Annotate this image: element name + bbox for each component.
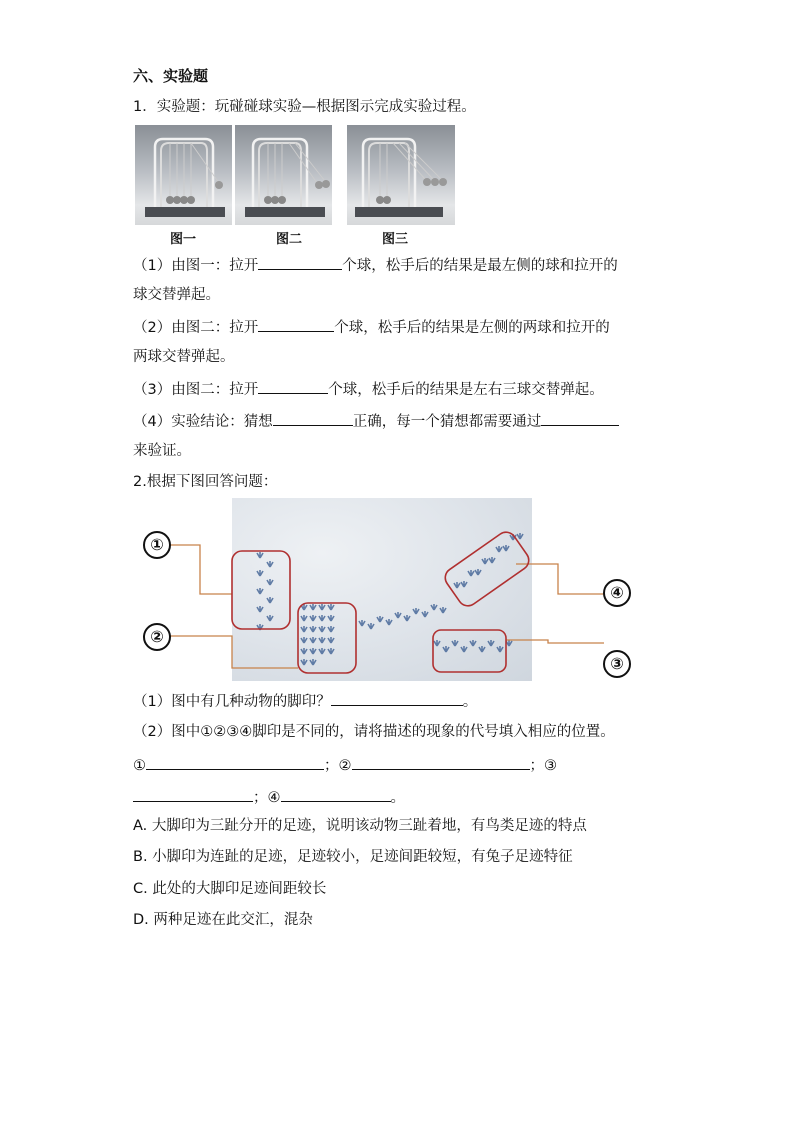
label-3-badge: ③ bbox=[603, 650, 631, 678]
q1-item-4: （4）实验结论：猜想 正确，每一个猜想都需要通过 bbox=[133, 410, 619, 432]
label-1-badge: ① bbox=[143, 531, 171, 559]
answer-blank-1[interactable] bbox=[146, 754, 324, 770]
answer-blank[interactable] bbox=[258, 316, 334, 332]
q2-prompt: 2.根据下图回答问题： bbox=[133, 474, 278, 490]
label-2-badge: ② bbox=[143, 623, 171, 651]
q1-item-2-cont: 两球交替弹起。 bbox=[133, 349, 235, 365]
answer-blank[interactable] bbox=[258, 378, 328, 394]
newtons-cradle-image-2 bbox=[235, 125, 332, 225]
figure-3-photo bbox=[347, 125, 455, 225]
newtons-cradle-image-1 bbox=[135, 125, 232, 225]
option-b: B. 小脚印为连趾的足迹，足迹较小，足迹间距较短，有兔子足迹特征 bbox=[133, 849, 573, 865]
answer-blank[interactable] bbox=[258, 254, 342, 270]
figure-1-caption: 图一 bbox=[169, 232, 196, 247]
newtons-cradle-image-3 bbox=[347, 125, 455, 225]
q1-item-2: （2）由图二：拉开 个球，松手后的结果是左侧的两球和拉开的 bbox=[133, 316, 610, 338]
q2-fill-line-2: ；④ 。 bbox=[133, 786, 405, 808]
q1-item-1: （1）由图一：拉开 个球，松手后的结果是最左侧的球和拉开的 bbox=[133, 254, 618, 276]
q1-item-1-cont: 球交替弹起。 bbox=[133, 287, 220, 303]
q1-item-4-cont: 来验证。 bbox=[133, 443, 191, 459]
answer-blank[interactable] bbox=[273, 410, 353, 426]
q2-sub1: （1）图中有几种动物的脚印？ 。 bbox=[133, 690, 477, 712]
figure-3-caption: 图三 bbox=[381, 232, 408, 247]
highlight-box-3 bbox=[433, 630, 506, 672]
q2-fill-line-1: ① ；② ；③ bbox=[133, 754, 557, 776]
highlight-box-2 bbox=[298, 603, 356, 673]
label-4-badge: ④ bbox=[603, 579, 631, 607]
section-title: 六、实验题 bbox=[133, 67, 209, 85]
leader-line-1 bbox=[170, 545, 232, 594]
q2-sub2: （2）图中①②③④脚印是不同的，请将描述的现象的代号填入相应的位置。 bbox=[133, 724, 615, 740]
q1-item-3: （3）由图二：拉开 个球，松手后的结果是左右三球交替弹起。 bbox=[133, 378, 604, 400]
leader-line-2 bbox=[170, 636, 298, 668]
answer-blank[interactable] bbox=[331, 690, 463, 706]
leader-line-4 bbox=[516, 564, 604, 594]
figure-2-photo bbox=[235, 125, 332, 225]
leader-line-3 bbox=[506, 640, 604, 643]
figure-2-caption: 图二 bbox=[275, 232, 302, 247]
answer-blank-2[interactable] bbox=[352, 754, 530, 770]
option-a: A. 大脚印为三趾分开的足迹，说明该动物三趾着地，有鸟类足迹的特点 bbox=[133, 818, 587, 834]
option-d: D. 两种足迹在此交汇，混杂 bbox=[133, 912, 313, 928]
answer-blank-4[interactable] bbox=[281, 786, 391, 802]
answer-blank[interactable] bbox=[541, 410, 619, 426]
answer-blank-3[interactable] bbox=[133, 786, 253, 802]
figure-1-photo bbox=[135, 125, 232, 225]
q1-prompt: 1．实验题：玩碰碰球实验—根据图示完成实验过程。 bbox=[133, 99, 476, 115]
option-c: C. 此处的大脚印足迹间距较长 bbox=[133, 881, 327, 897]
highlight-box-4 bbox=[441, 528, 532, 609]
annotation-overlay bbox=[0, 490, 794, 690]
highlight-box-1 bbox=[232, 551, 290, 629]
